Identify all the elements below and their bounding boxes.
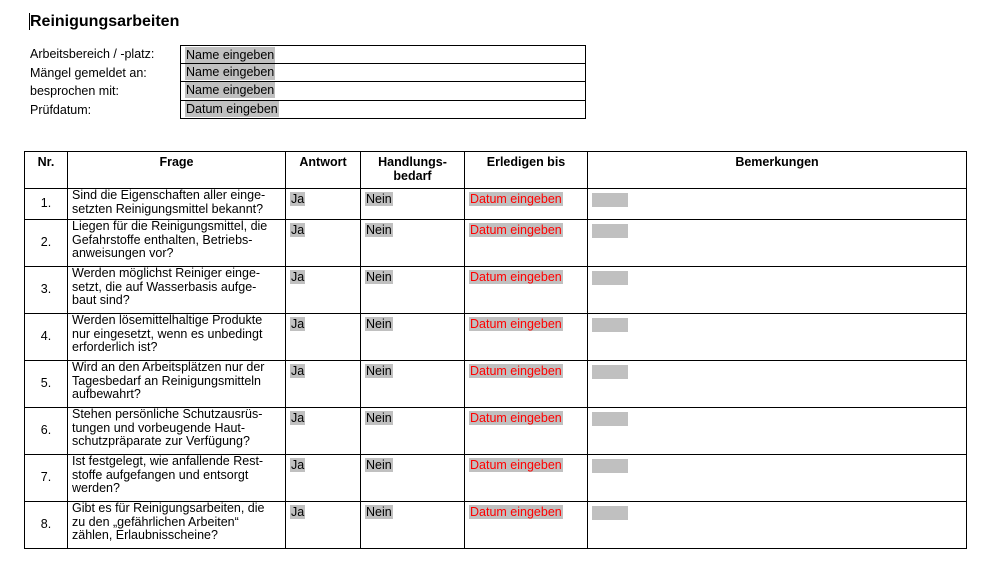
antwort-field[interactable]: Ja [291,411,305,425]
antwort-cell [286,189,361,220]
bemerkungen-field[interactable] [592,412,628,426]
row-number: 6. [25,408,68,455]
handlungsbedarf-field[interactable]: Nein [366,317,392,331]
bemerkungen-cell [588,267,967,314]
handlungsbedarf-field[interactable]: Nein [366,411,392,425]
table-header-row [25,152,967,189]
question-line: Tagesbedarf an Reinigungsmitteln [72,373,262,388]
antwort-cell [286,314,361,361]
question-line: zu den „gefährlichen Arbeiten“ [72,514,239,529]
bemerkungen-cell [588,314,967,361]
table-row [25,314,967,361]
bemerkungen-field[interactable] [592,459,628,473]
table-row [25,408,967,455]
question-line: aufbewahrt? [72,387,141,401]
question-line: Gibt es für Reinigungsarbeiten, die [72,501,265,515]
handlungsbedarf-field[interactable]: Nein [366,270,392,284]
table-row [25,361,967,408]
erledigen-bis-cell [465,455,588,502]
handlungsbedarf-cell [361,220,465,267]
bemerkungen-field[interactable] [592,271,628,285]
row-number: 3. [25,267,68,314]
handlungsbedarf-cell [361,408,465,455]
handlungsbedarf-cell [361,267,465,314]
erledigen-bis-field[interactable]: Datum eingeben [470,364,562,378]
erledigen-bis-cell [465,189,588,220]
arbeitsbereich-field[interactable] [180,45,586,64]
bemerkungen-cell [588,220,967,267]
erledigen-bis-cell [465,408,588,455]
erledigen-bis-cell [465,502,588,549]
question-line: Werden lösemittelhaltige Produkte [72,313,263,327]
header-handlungsbedarf-line1: Handlungs- [378,155,447,169]
question-cell [68,408,286,455]
question-line: Gefahrstoffe enthalten, Betriebs- [72,232,253,247]
field-placeholder[interactable]: Name eingeben [186,83,275,97]
document-title: Reinigungsarbeiten [30,13,180,30]
question-line: anweisungen vor? [72,246,174,260]
question-cell [68,314,286,361]
question-cell [68,455,286,502]
question-line: zählen, Erlaubnisscheine? [72,528,218,542]
question-cell [68,189,286,220]
question-line: baut sind? [72,293,130,307]
field-placeholder[interactable]: Name eingeben [186,48,275,62]
field-label: besprochen mit: [30,84,119,98]
table-row [25,189,967,220]
erledigen-bis-field[interactable]: Datum eingeben [470,505,562,519]
erledigen-bis-cell [465,314,588,361]
bemerkungen-field[interactable] [592,506,628,520]
antwort-field[interactable]: Ja [291,223,305,237]
header-bemerkungen: Bemerkungen [588,152,967,189]
antwort-field[interactable]: Ja [291,364,305,378]
row-number: 1. [25,189,68,220]
erledigen-bis-field[interactable]: Datum eingeben [470,223,562,237]
header-handlungsbedarf-line2: bedarf [393,168,432,183]
field-label: Mängel gemeldet an: [30,65,147,80]
row-number: 2. [25,220,68,267]
row-number: 5. [25,361,68,408]
row-number: 4. [25,314,68,361]
table-row [25,267,967,314]
antwort-cell [286,361,361,408]
question-line: Wird an den Arbeitsplätzen nur der [72,360,265,374]
bemerkungen-field[interactable] [592,365,628,379]
antwort-cell [286,408,361,455]
handlungsbedarf-cell [361,502,465,549]
handlungsbedarf-field[interactable]: Nein [366,223,392,237]
checklist-table [24,151,967,549]
bemerkungen-cell [588,361,967,408]
handlungsbedarf-cell [361,361,465,408]
question-line: erforderlich ist? [72,340,158,354]
antwort-field[interactable]: Ja [291,192,305,206]
question-line: werden? [72,481,120,495]
header-antwort: Antwort [286,152,361,189]
erledigen-bis-cell [465,220,588,267]
header-frage: Frage [68,152,286,189]
erledigen-bis-field[interactable]: Datum eingeben [470,317,562,331]
question-line: setzt, die auf Wasserbasis aufge- [72,279,257,294]
question-line: Werden möglichst Reiniger einge- [72,266,261,280]
bemerkungen-field[interactable] [592,224,628,238]
question-line: schutzpräparate zur Verfügung? [72,434,250,448]
antwort-cell [286,502,361,549]
maengel-gemeldet-field[interactable] [180,64,586,83]
question-line: Ist festgelegt, wie anfallende Rest- [72,454,264,468]
erledigen-bis-field[interactable]: Datum eingeben [470,270,562,284]
field-placeholder[interactable]: Name eingeben [186,64,275,79]
handlungsbedarf-field[interactable]: Nein [366,192,392,206]
row-number: 8. [25,502,68,549]
table-row [25,220,967,267]
question-line: stoffe aufgefangen und entsorgt [72,467,249,482]
erledigen-bis-cell [465,361,588,408]
field-label: Prüfdatum: [30,102,92,117]
bemerkungen-cell [588,189,967,220]
antwort-cell [286,220,361,267]
bemerkungen-field[interactable] [592,318,628,332]
bemerkungen-field[interactable] [592,193,628,207]
erledigen-bis-field[interactable]: Datum eingeben [470,411,562,425]
erledigen-bis-field[interactable]: Datum eingeben [470,458,562,472]
bemerkungen-cell [588,502,967,549]
handlungsbedarf-cell [361,455,465,502]
table-row [25,502,967,549]
erledigen-bis-field[interactable]: Datum eingeben [470,192,562,206]
row-number: 7. [25,455,68,502]
question-cell [68,502,286,549]
antwort-field[interactable]: Ja [291,270,305,284]
antwort-cell [286,267,361,314]
field-label: Arbeitsbereich / -platz: [30,47,155,61]
handlungsbedarf-field[interactable]: Nein [366,364,392,378]
bemerkungen-cell [588,408,967,455]
header-erledigen: Erledigen bis [465,152,588,189]
question-line: Liegen für die Reinigungsmittel, die [72,219,268,233]
header-handlungsbedarf [361,152,465,189]
question-line: nur eingesetzt, wenn es unbedingt [72,326,263,341]
bemerkungen-cell [588,455,967,502]
question-line: setzten Reinigungsmittel bekannt? [72,201,264,216]
antwort-field[interactable]: Ja [291,505,305,519]
question-line: tungen und vorbeugende Haut- [72,420,246,435]
question-line: Stehen persönliche Schutzausrüs- [72,407,263,421]
question-cell [68,220,286,267]
header-nr: Nr. [25,152,68,189]
table-row [25,455,967,502]
antwort-field[interactable]: Ja [291,458,305,472]
field-placeholder[interactable]: Datum eingeben [186,101,278,116]
question-cell [68,361,286,408]
antwort-field[interactable]: Ja [291,317,305,331]
erledigen-bis-cell [465,267,588,314]
handlungsbedarf-field[interactable]: Nein [366,505,392,519]
handlungsbedarf-cell [361,314,465,361]
question-line: Sind die Eigenschaften aller einge- [72,188,266,202]
handlungsbedarf-cell [361,189,465,220]
antwort-cell [286,455,361,502]
question-cell [68,267,286,314]
pruefdatum-field[interactable] [180,101,586,120]
besprochen-mit-field[interactable] [180,82,586,101]
handlungsbedarf-field[interactable]: Nein [366,458,392,472]
